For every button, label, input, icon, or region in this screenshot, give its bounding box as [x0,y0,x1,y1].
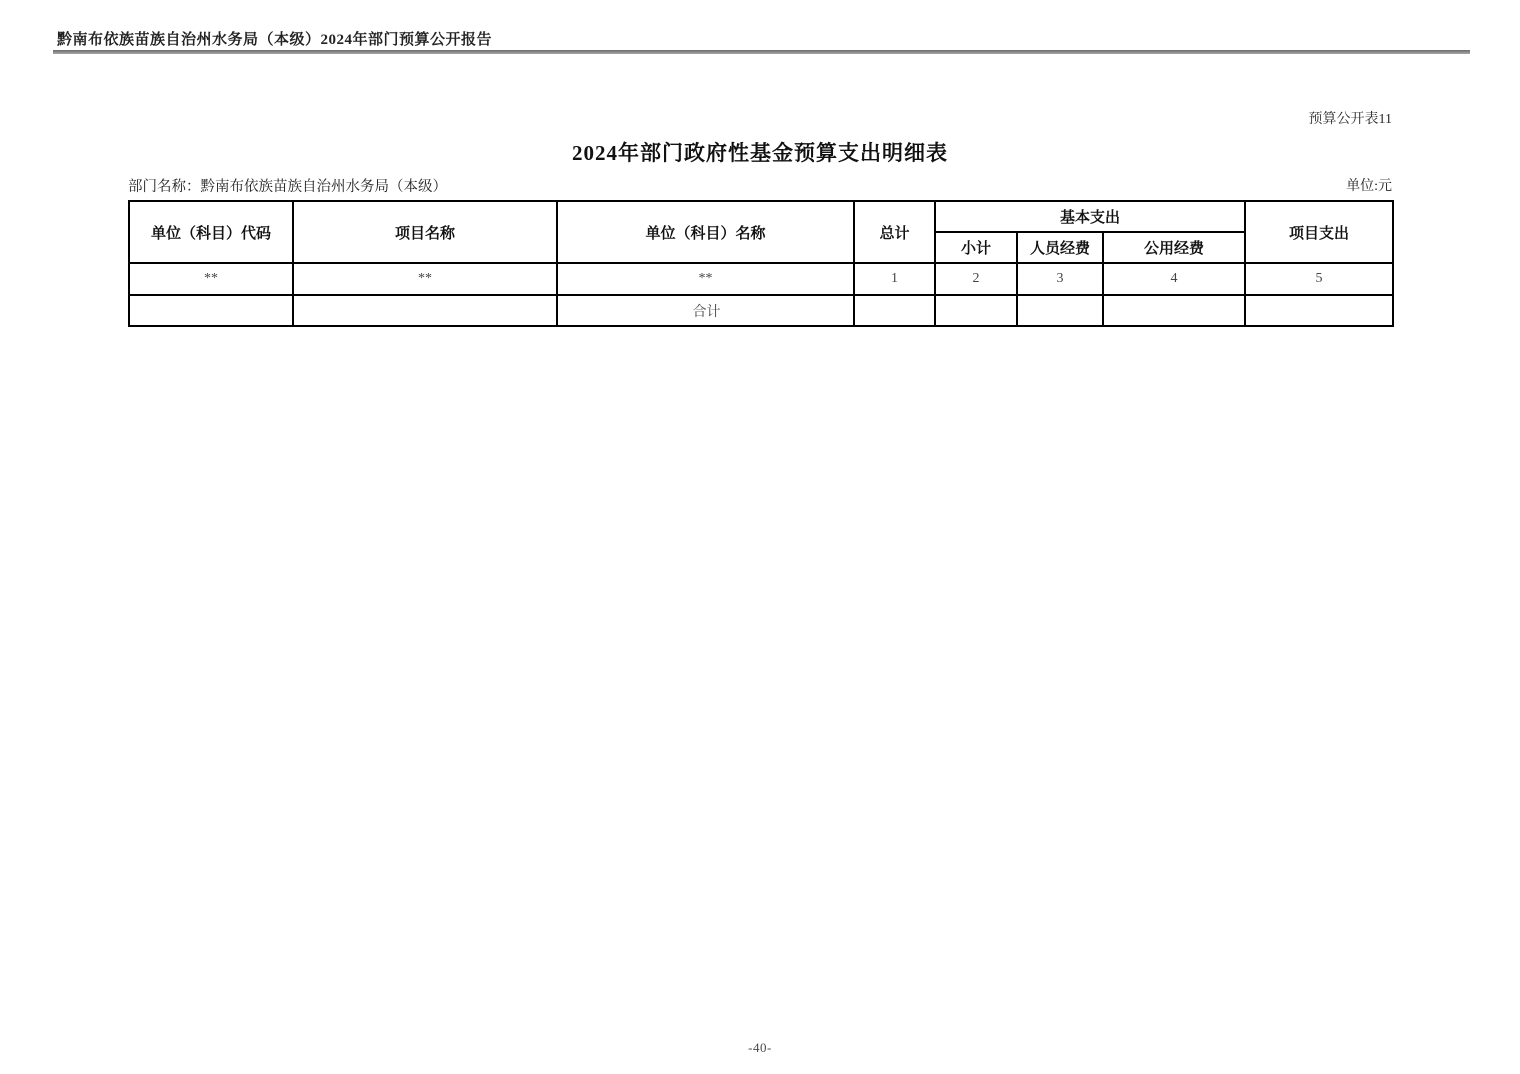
header-unit-code: 单位（科目）代码 [129,201,293,263]
header-basic-expenditure: 基本支出 [935,201,1245,232]
header-divider-rule [53,50,1470,54]
header-unit-name: 单位（科目）名称 [557,201,854,263]
page-title: 2024年部门政府性基金预算支出明细表 [572,141,948,165]
header-project-expenditure: 项目支出 [1245,201,1393,263]
table-row [129,263,1393,295]
header-personnel-funds: 人员经费 [1017,232,1103,263]
cell-subtotal [935,295,1017,326]
cell-total: 1 [854,263,935,295]
budget-table [128,200,1394,327]
cell-unit-name-total-label: 合计 [557,295,854,326]
table-row [129,295,1393,326]
cell-code: ** [129,263,293,295]
department-name-label: 部门名称：黔南布依族苗族自治州水务局（本级） [128,179,447,195]
cell-personnel: 3 [1017,263,1103,295]
cell-unit-name: ** [557,263,854,295]
header-project-name: 项目名称 [293,201,557,263]
cell-public: 4 [1103,263,1245,295]
header-subtotal: 小计 [935,232,1017,263]
header-public-funds: 公用经费 [1103,232,1245,263]
cell-code [129,295,293,326]
cell-project-name: ** [293,263,557,295]
table-header-row-1 [129,201,1393,232]
unit-label: 单位:元 [1346,179,1392,194]
cell-project-exp: 5 [1245,263,1393,295]
cell-project-exp [1245,295,1393,326]
header-total: 总计 [854,201,935,263]
document-header-title: 黔南布依族苗族自治州水务局（本级）2024年部门预算公开报告 [57,32,493,48]
cell-personnel [1017,295,1103,326]
cell-total [854,295,935,326]
cell-project-name [293,295,557,326]
cell-public [1103,295,1245,326]
budget-table-label: 预算公开表11 [1308,112,1392,127]
page-number: -40- [748,1040,772,1055]
cell-subtotal: 2 [935,263,1017,295]
